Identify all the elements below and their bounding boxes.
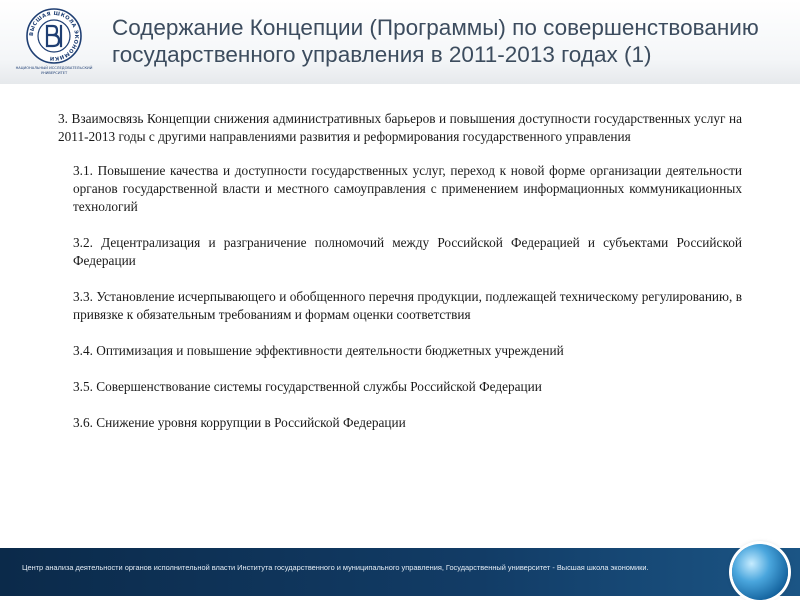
list-item: 3.5. Совершенствование системы государственной службы Российской Федерации [73,379,542,394]
logo-ring-text: ВЫСШАЯ ШКОЛА ЭКОНОМИКИ [28,10,80,62]
footer-text: Центр анализа деятельности органов исполнительной власти Института государственного и муниципального управления, Государственный университет - Высшая школа экономики. [22,563,649,572]
list-item: 3.6. Снижение уровня коррупции в Российской Федерации [73,415,406,430]
list-item: 3.3. Установление исчерпывающего и обобщенного перечня продукции, подлежащей техническому регулированию, в привязке к обязательным требованиям и формам оценки соответствия [73,289,742,322]
footer-bar [0,548,800,596]
hse-emblem-icon [14,6,94,76]
logo-caption-line2: УНИВЕРСИТЕТ [40,71,68,75]
sub-items-list [58,162,742,432]
list-item: 3.4. Оптимизация и повышение эффективности деятельности бюджетных учреждений [73,343,564,358]
hse-logo [14,6,94,76]
globe-icon [732,544,788,600]
list-item: 3.1. Повышение качества и доступности государственных услуг, переход к новой форме организации деятельности органов государственной власти и местного самоуправления с применением информационных коммуникационных технологий [73,163,742,214]
slide-content [58,110,742,450]
main-paragraph: 3. Взаимосвязь Концепции снижения административных барьеров и повышения доступности государственных услуг на 2011-2013 годы с другими направлениями развития и реформирования государственного управления [58,111,742,144]
list-item: 3.2. Децентрализация и разграничение полномочий между Российской Федерацией и субъектами Российской Федерации [73,235,742,268]
header-bar [0,0,800,84]
logo-caption-line1: НАЦИОНАЛЬНЫЙ ИССЛЕДОВАТЕЛЬСКИЙ [15,66,93,70]
page-title: Содержание Концепции (Программы) по совершенствованию государственного управления в 2011-2013 годах (1) [112,15,759,67]
